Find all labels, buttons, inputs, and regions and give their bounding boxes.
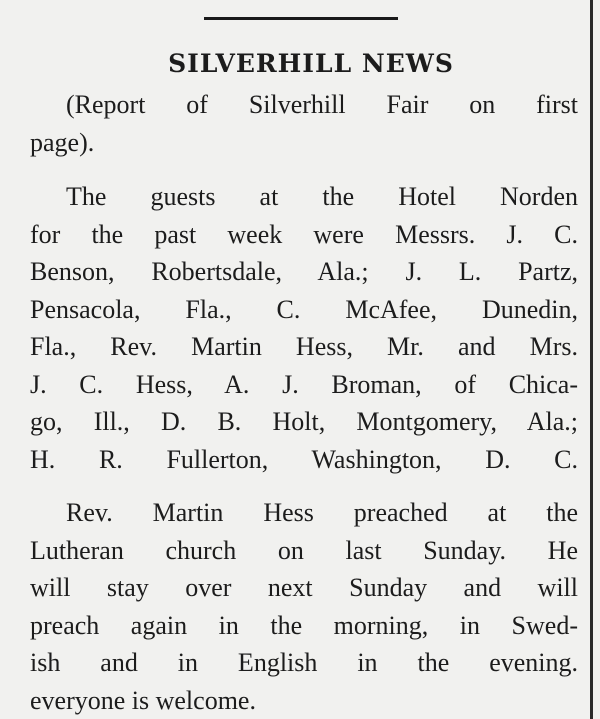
headline: SILVERHILL NEWS bbox=[168, 49, 454, 78]
text-line: Lutheran church on last Sunday. He bbox=[30, 535, 578, 565]
news-column bbox=[30, 46, 578, 719]
text-line: preach again in the morning, in Swed- bbox=[30, 610, 578, 640]
column-top-rule bbox=[204, 17, 398, 20]
text-line: for the past week were Messrs. J. C. bbox=[30, 219, 578, 249]
paragraph-hotel-guests bbox=[30, 178, 578, 478]
text-line: (Report of Silverhill Fair on first bbox=[66, 90, 578, 119]
text-line: Benson, Robertsdale, Ala.; J. L. Partz, bbox=[30, 257, 578, 286]
column-divider-rule bbox=[590, 0, 593, 719]
paragraph-fair-report bbox=[30, 86, 578, 161]
text-line: H. R. Fullerton, Washington, D. C. bbox=[30, 444, 578, 474]
text-line: The guests at the Hotel Norden bbox=[66, 182, 578, 211]
text-line: Rev. Martin Hess preached at the bbox=[66, 498, 578, 527]
paragraph-sermon bbox=[30, 494, 578, 719]
text-line: Fla., Rev. Martin Hess, Mr. and Mrs. bbox=[30, 332, 578, 361]
text-line: everyone is welcome. bbox=[30, 685, 256, 715]
text-line: J. C. Hess, A. J. Broman, of Chica- bbox=[30, 369, 578, 399]
text-line: ish and in English in the evening. bbox=[30, 648, 578, 677]
text-line: go, Ill., D. B. Holt, Montgomery, Ala.; bbox=[30, 407, 578, 436]
text-line: page). bbox=[30, 127, 95, 157]
text-line: will stay over next Sunday and will bbox=[30, 573, 578, 602]
text-line: Pensacola, Fla., C. McAfee, Dunedin, bbox=[30, 294, 578, 324]
